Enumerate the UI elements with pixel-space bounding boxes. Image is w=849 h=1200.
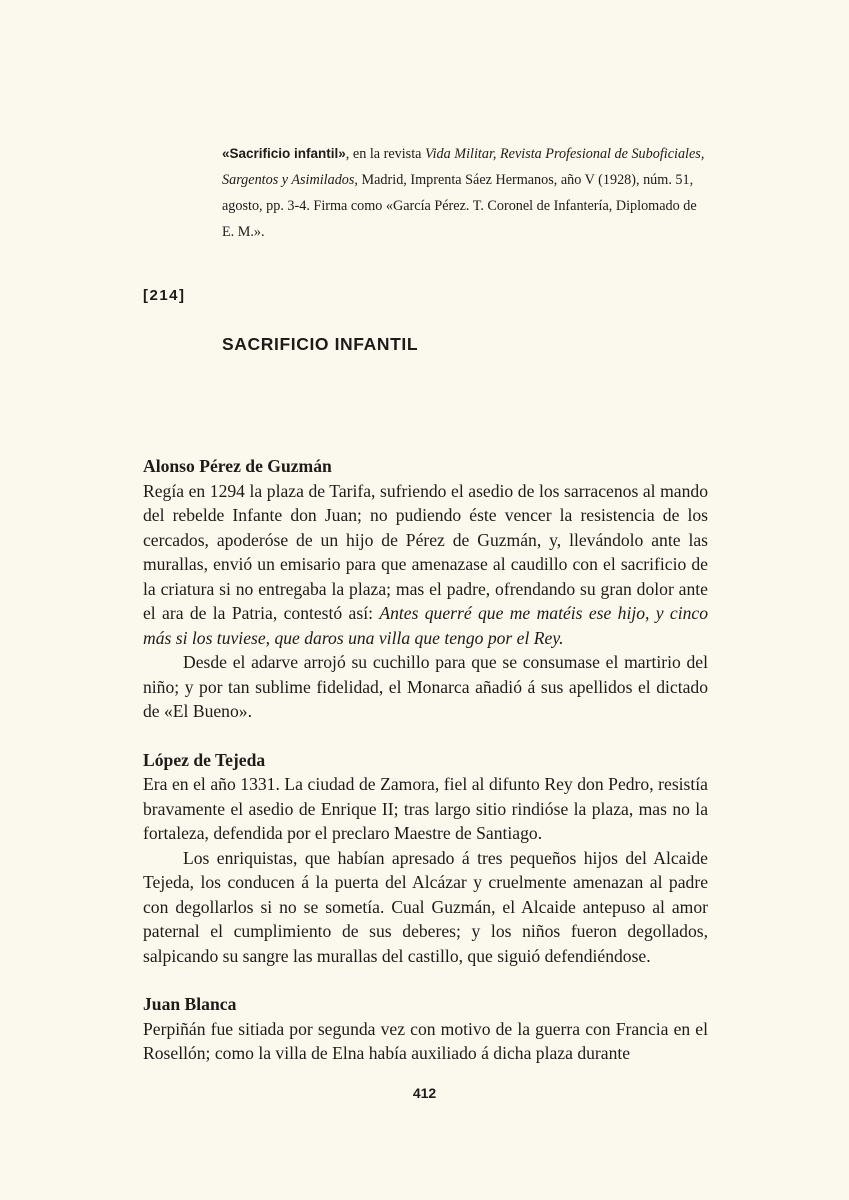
source-note-text-1: , en la revista [345, 146, 425, 162]
paragraph: Desde el adarve arrojó su cuchillo para que se consumase el martirio del niño; y por tan sublime fidelidad, el Monarca añadió á sus apellidos el dictado de «El Bueno». [143, 652, 708, 721]
page-number: 412 [412, 1085, 437, 1101]
paragraph: Los enriquistas, que habían apresado á tres pequeños hijos del Alcaide Tejeda, los conducen á la puerta del Alcázar y cruelmente amenazan al padre con degollarlos si no se sometía. Cual Guzmán, el Alcaide antepuso al amor paternal el cumplimiento de sus deberes; y los niños fueron degollados, salpicando su sangre las murallas del castillo, que siguió defendiéndose. [143, 847, 708, 966]
source-note-text-2: , Madrid, Imprenta Sáez Hermanos, año V (1928), núm. 51, agosto, pp. 3-4. Firma como «García Pérez. T. Coronel de Infantería, Diplomado de E. M.». [222, 172, 697, 240]
paragraph [143, 479, 708, 651]
section-heading: Juan Blanca [143, 994, 237, 1014]
section-blanca [143, 992, 708, 1066]
chapter-title: SACRIFICIO INFANTIL [222, 334, 419, 354]
paragraph: Perpiñán fue sitiada por segunda vez con motivo de la guerra con Francia en el Rosellón; como la villa de Elna había auxiliado á dicha plaza durante [143, 1018, 708, 1063]
entry-number: [214] [143, 287, 186, 304]
paragraph-quote: Antes querré que me matéis ese hijo, y cinco más si los tuviese, que daros una villa que tengo por el Rey. [143, 603, 708, 648]
main-text [143, 454, 708, 1090]
section-guzman [143, 454, 708, 724]
source-note-title: «Sacrificio infantil» [222, 146, 346, 161]
source-note [222, 141, 708, 245]
section-heading: Alonso Pérez de Guzmán [143, 456, 332, 476]
section-tejeda [143, 748, 708, 969]
source-note-journal: Vida Militar, Revista Profesional de Suboficiales, Sargentos y Asimilados [222, 146, 705, 188]
paragraph-text: Regía en 1294 la plaza de Tarifa, sufriendo el asedio de los sarracenos al mando del rebelde Infante don Juan; no pudiendo éste vencer la resistencia de los cercados, apoderóse de un hijo de Pérez de Guzmán, y, llevándolo ante las murallas, envió un emisario para que amenazase al caudillo con el sacrificio de la criatura si no entregaba la plaza; mas el padre, ofrendando su gran dolor ante el ara de la Patria, contestó así: [143, 480, 708, 623]
paragraph: Era en el año 1331. La ciudad de Zamora, fiel al difunto Rey don Pedro, resistía bravamente el asedio de Enrique II; tras largo sitio rindióse la plaza, mas no la fortaleza, defendida por el preclaro Maestre de Santiago. [143, 774, 708, 843]
section-heading: López de Tejeda [143, 749, 266, 770]
